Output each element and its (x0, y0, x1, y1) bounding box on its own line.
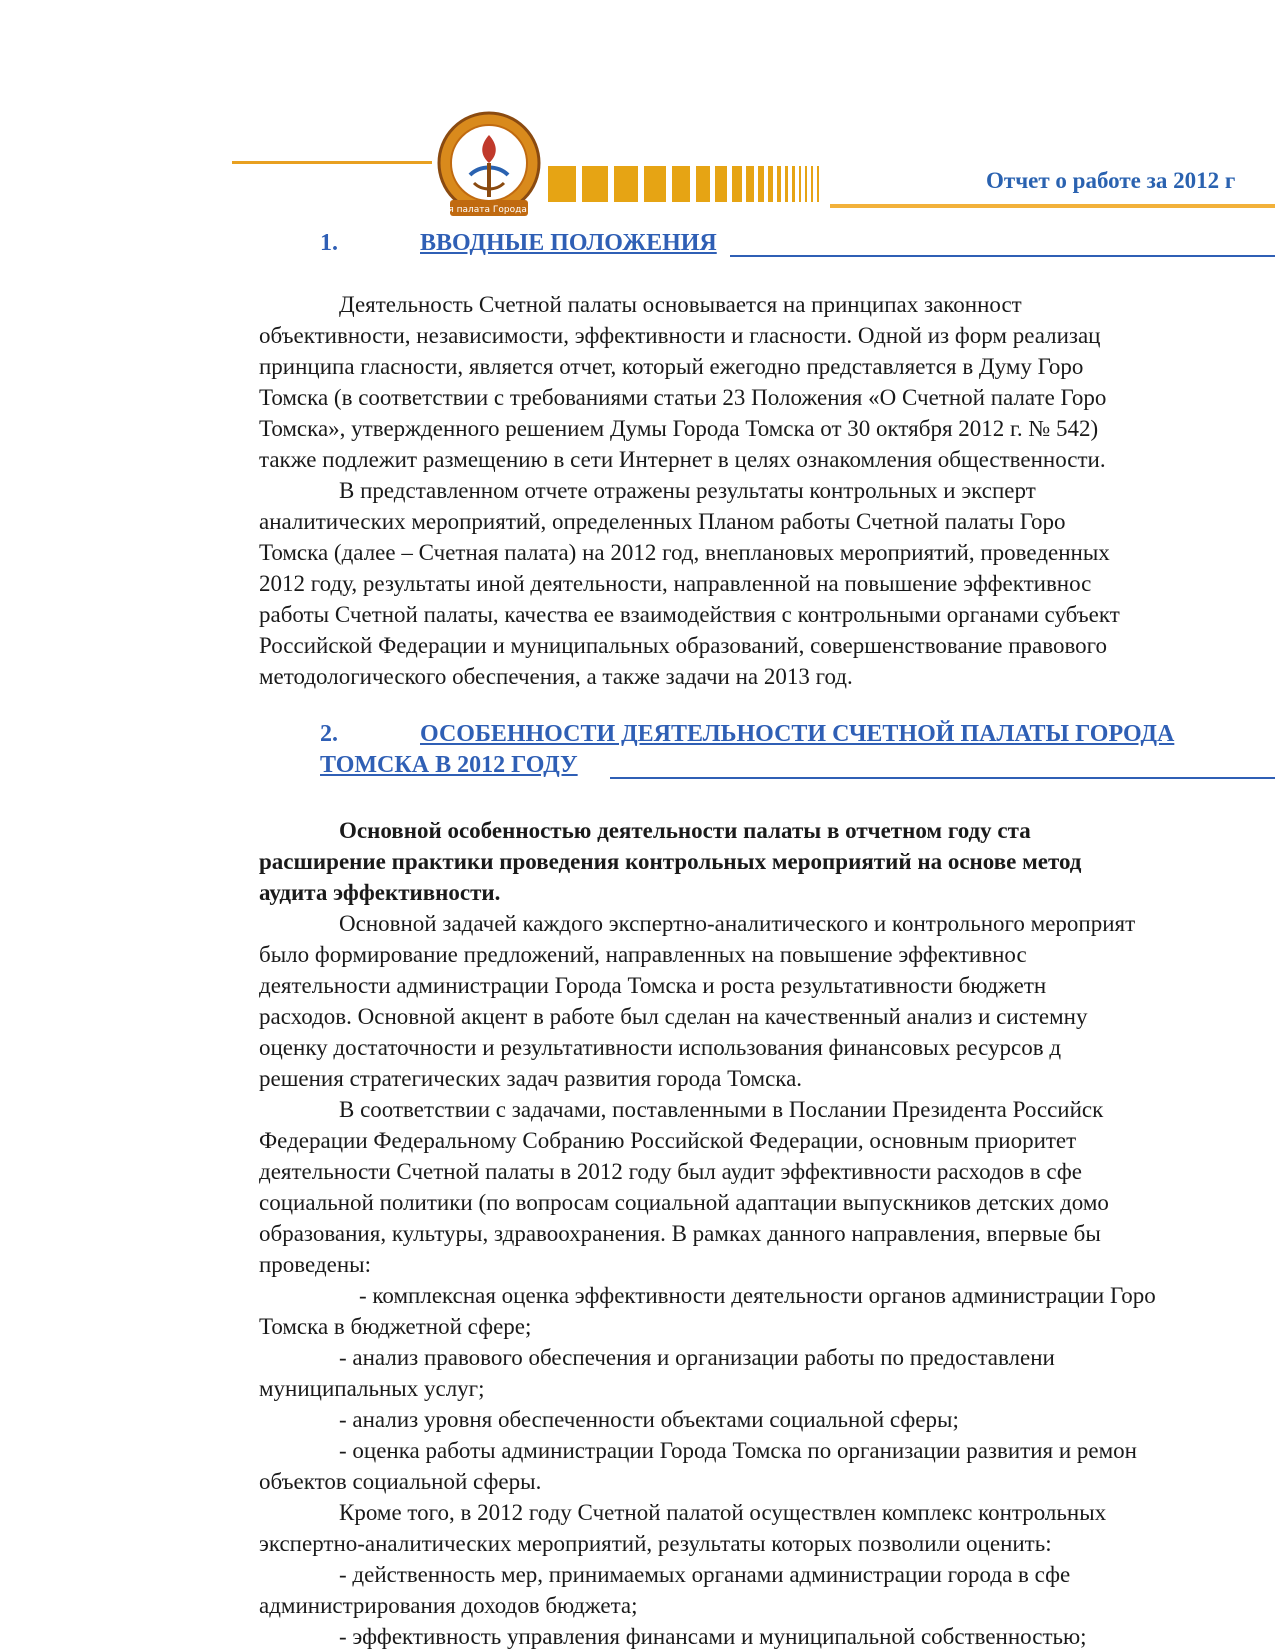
paragraph-line: экспертно-аналитических мероприятий, результаты которых позволили оценить: (259, 1531, 1052, 1556)
header-stripes (548, 160, 838, 204)
paragraph-line: 2012 году, результаты иной деятельности, направленной на повышение эффективнос (259, 571, 1092, 596)
section-1-number: 1. (320, 230, 338, 256)
bold-line: расширение практики проведения контрольных мероприятий на основе метод (259, 849, 1082, 874)
section-2-title-line1: ОСОБЕННОСТИ ДЕЯТЕЛЬНОСТИ СЧЕТНОЙ ПАЛАТЫ ГОРОДА (420, 721, 1175, 747)
paragraph-line: деятельности администрации Города Томска и роста результативности бюджетн (259, 973, 1047, 998)
paragraph-line: Кроме того, в 2012 году Счетной палатой осуществлен комплекс контрольных (339, 1500, 1107, 1525)
paragraph-line: также подлежит размещению в сети Интернет в целях ознакомления общественности. (259, 447, 1106, 472)
paragraph-line: работы Счетной палаты, качества ее взаимодействия с контрольными органами субъект (259, 602, 1120, 627)
list-item-line: - эффективность управления финансами и муниципальной собственностью; (339, 1624, 1087, 1649)
section-1-title: ВВОДНЫЕ ПОЛОЖЕНИЯ (420, 230, 717, 256)
paragraph-line: социальной политики (по вопросам социальной адаптации выпускников детских домо (259, 1190, 1109, 1215)
section-2-heading (320, 719, 1275, 781)
paragraph-line: оценку достаточности и результативности использования финансовых ресурсов д (259, 1035, 1062, 1060)
section-1-body (259, 289, 1275, 692)
section-2-title-line2: ТОМСКА В 2012 ГОДУ (320, 752, 578, 778)
emblem-logo-icon (414, 105, 564, 225)
list-item-line: - комплексная оценка эффективности деятельности органов администрации Горо (359, 1283, 1156, 1308)
paragraph-line: было формирование предложений, направленных на повышение эффективнос (259, 942, 1027, 967)
paragraph-line: В соответствии с задачами, поставленными в Послании Президента Российск (339, 1097, 1104, 1122)
paragraph-line: проведены: (259, 1252, 372, 1277)
paragraph-line: образования, культуры, здравоохранения. В рамках данного направления, впервые бы (259, 1221, 1101, 1246)
paragraph-line: Российской Федерации и муниципальных образований, совершенствование правового (259, 633, 1108, 658)
emblem-text: Счетная палата Города Томска (414, 205, 564, 215)
list-item-line: объектов социальной сферы. (259, 1469, 542, 1494)
paragraph-line: Федерации Федеральному Собранию Российской Федерации, основным приоритет (259, 1128, 1077, 1153)
paragraph-line: Деятельность Счетной палаты основывается на принципах законност (339, 292, 1022, 317)
list-item-line: - действенность мер, принимаемых органами администрации города в сфе (339, 1562, 1071, 1587)
section-2-number: 2. (320, 721, 338, 747)
list-item-line: муниципальных услуг; (259, 1376, 485, 1401)
paragraph-line: В представленном отчете отражены результаты контрольных и эксперт (339, 478, 1036, 503)
section-1-heading (320, 228, 1275, 259)
list-item-line: - анализ уровня обеспеченности объектами социальной сферы; (339, 1407, 959, 1432)
list-item-line: Томска в бюджетной сфере; (259, 1314, 532, 1339)
list-item-line: администрирования доходов бюджета; (259, 1593, 638, 1618)
list-item-line: - анализ правового обеспечения и организации работы по предоставлени (339, 1345, 1055, 1370)
header-rule-right (830, 204, 1275, 208)
section-2-rule (610, 777, 1275, 779)
paragraph-line: аналитических мероприятий, определенных Планом работы Счетной палаты Горо (259, 509, 1066, 534)
paragraph-line: Томска», утвержденного решением Думы Города Томска от 30 октября 2012 г. № 542) (259, 416, 1099, 441)
list-item-line: - оценка работы администрации Города Томска по организации развития и ремон (339, 1438, 1137, 1463)
page-header (0, 0, 1275, 230)
paragraph-line: методологического обеспечения, а также задачи на 2013 год. (259, 664, 853, 689)
header-rule-left (232, 161, 432, 164)
paragraph-line: принципа гласности, является отчет, который ежегодно представляется в Думу Горо (259, 354, 1084, 379)
paragraph-line: деятельности Счетной палаты в 2012 году был аудит эффективности расходов в сфе (259, 1159, 1083, 1184)
paragraph-line: Томска (в соответствии с требованиями статьи 23 Положения «О Счетной палате Горо (259, 385, 1107, 410)
bold-line: аудита эффективности. (259, 880, 501, 905)
bold-line: Основной особенностью деятельности палаты в отчетном году ста (339, 818, 1031, 843)
paragraph-line: Основной задачей каждого экспертно-аналитического и контрольного мероприят (339, 911, 1136, 936)
report-title: Отчет о работе за 2012 г (986, 168, 1236, 193)
section-2-body (259, 815, 1275, 1652)
paragraph-line: расходов. Основной акцент в работе был сделан на качественный анализ и системну (259, 1004, 1088, 1029)
paragraph-line: объективности, независимости, эффективности и гласности. Одной из форм реализац (259, 323, 1101, 348)
paragraph-line: решения стратегических задач развития города Томска. (259, 1066, 803, 1091)
paragraph-line: Томска (далее – Счетная палата) на 2012 год, внеплановых мероприятий, проведенных (259, 540, 1110, 565)
section-1-rule (730, 255, 1275, 257)
